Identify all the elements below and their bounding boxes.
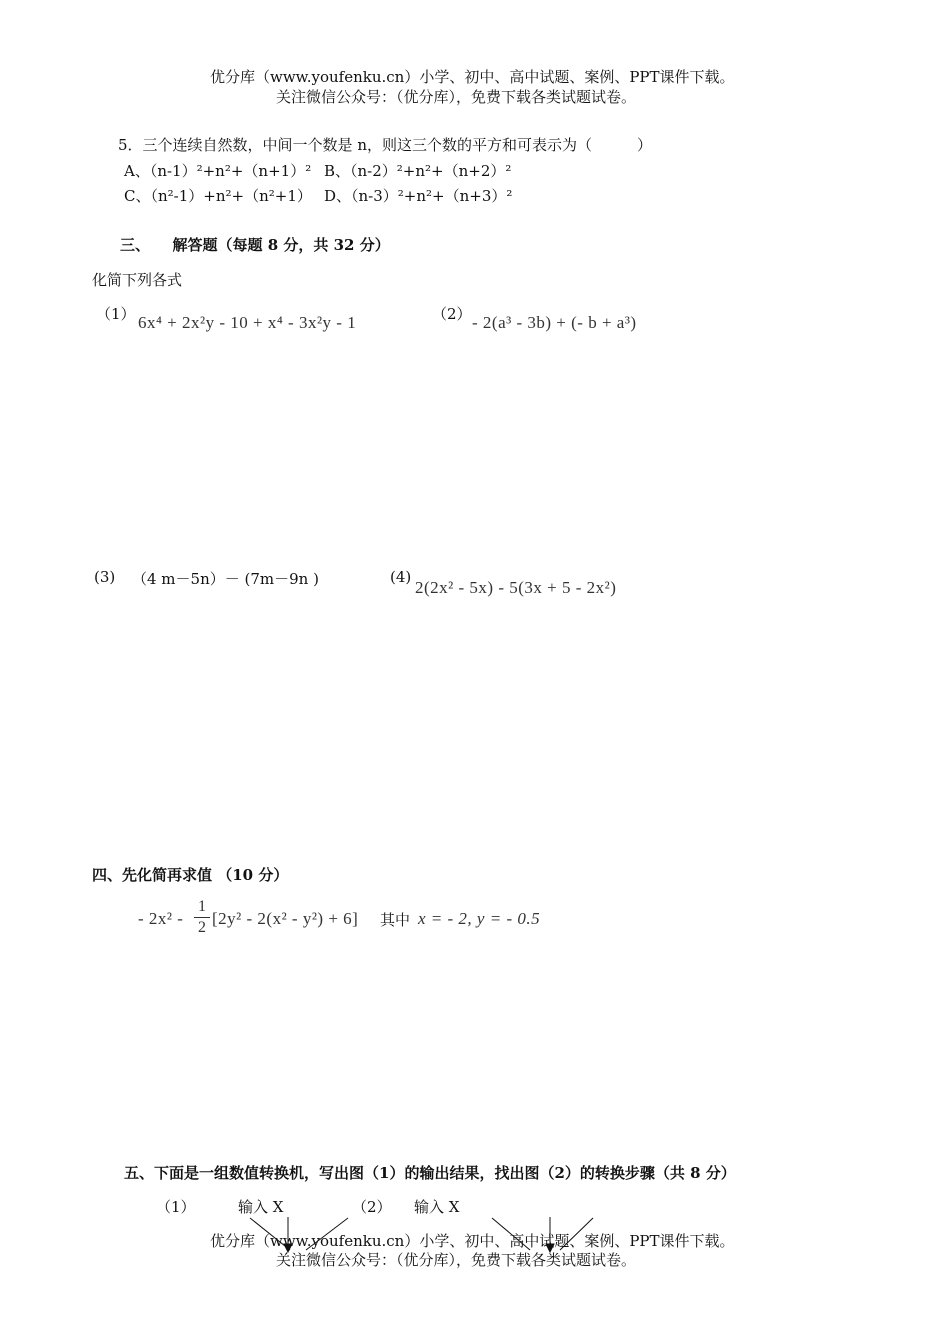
section5-title: 五、下面是一组数值转换机，写出图（1）的输出结果，找出图（2）的转换步骤（共 8 分）	[124, 1164, 736, 1182]
problem-2-label: （2）	[432, 305, 472, 323]
figure-2-label: （2）	[352, 1198, 392, 1216]
section3-instruction: 化简下列各式	[92, 271, 183, 289]
where-label: 其中	[380, 911, 411, 929]
section4-title: 四、先化简再求值 （10 分）	[92, 866, 289, 884]
header-line-2: 关注微信公众号：（优分库），免费下载各类试题试卷。	[276, 88, 637, 106]
problem-3-expression: （4 m－5n）－ (7m－9n )	[132, 570, 319, 588]
header-line-1: 优分库（www.youfenku.cn）小学、初中、高中试题、案例、PPT课件下载。	[210, 68, 735, 86]
q5-option-b: B、（n-2）²+n²+（n+2）²	[324, 162, 512, 180]
q5-option-a: A、（n-1）²+n²+（n+1）²	[124, 162, 312, 180]
figure-2-input: 输入 X	[414, 1198, 460, 1216]
fraction-numerator: 1	[198, 898, 206, 915]
problem-3-label: (3)	[94, 568, 116, 586]
section3-title: 三、 解答题（每题 8 分，共 32 分）	[120, 236, 390, 254]
evaluate-expression-prefix: - 2x² -	[138, 909, 184, 928]
figure-1-input: 输入 X	[238, 1198, 284, 1216]
evaluate-expression-bracket: [2y² - 2(x² - y²) + 6]	[212, 909, 359, 928]
footer-line-2: 关注微信公众号：（优分库），免费下载各类试题试卷。	[276, 1251, 637, 1269]
q5-stem: 5．三个连续自然数，中间一个数是 n，则这三个数的平方和可表示为（ ）	[118, 136, 652, 154]
problem-4-expression: 2(2x² - 5x) - 5(3x + 5 - 2x²)	[415, 578, 617, 597]
footer-line-1: 优分库（www.youfenku.cn）小学、初中、高中试题、案例、PPT课件下载。	[210, 1232, 735, 1250]
problem-4-label: (4)	[390, 568, 412, 586]
q5-option-c: C、（n²-1）+n²+（n²+1）	[124, 187, 312, 205]
problem-1-label: （1）	[96, 305, 136, 323]
figure-1-label: （1）	[156, 1198, 196, 1216]
given-values: x = - 2, y = - 0.5	[418, 909, 541, 928]
q5-option-d: D、（n-3）²+n²+（n+3）²	[324, 187, 513, 205]
problem-2-expression: - 2(a³ - 3b) + (- b + a³)	[472, 313, 637, 332]
fraction-denominator: 2	[198, 919, 206, 936]
problem-1-expression: 6x⁴ + 2x²y - 10 + x⁴ - 3x²y - 1	[138, 313, 357, 332]
